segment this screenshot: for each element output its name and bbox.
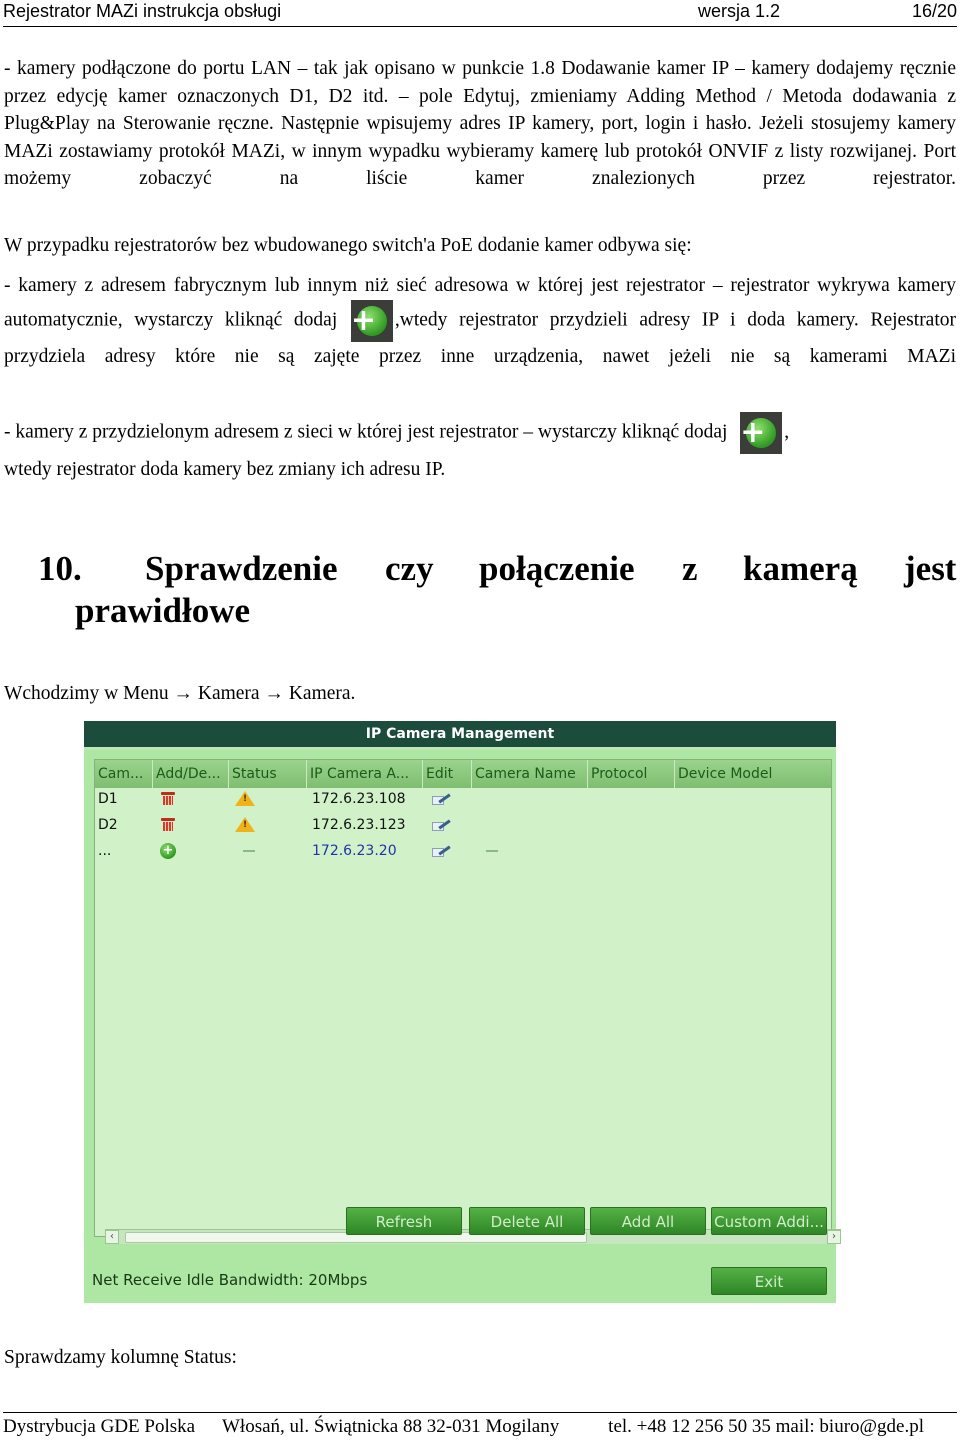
camera-table [94,759,836,1242]
status-none-dash [243,850,255,852]
section-heading [38,548,956,632]
add-plus-icon [740,412,782,454]
ip-address: 172.6.23.108 [312,791,406,807]
heading-word: czy [385,549,434,588]
add-plus-icon [351,300,393,342]
edit-icon[interactable] [432,819,450,831]
table-row[interactable] [95,838,831,864]
custom-add-button[interactable]: Custom Addi... [711,1207,827,1235]
heading-line2: prawidłowe [75,591,250,630]
page-footer [3,1412,957,1441]
scroll-left-icon[interactable]: ‹ [105,1230,119,1244]
column-header[interactable]: Protocol [588,760,675,788]
column-header[interactable]: Cam... [95,760,153,788]
camera-name-dash [486,850,498,852]
cam-id: ... [98,843,112,859]
scroll-right-icon[interactable]: › [827,1230,841,1244]
exit-button[interactable]: Exit [711,1267,827,1295]
paragraph-auto-detect [4,271,956,371]
bandwidth-label: Net Receive Idle Bandwidth: 20Mbps [92,1271,368,1289]
column-header[interactable]: IP Camera A... [307,760,423,788]
edit-icon[interactable] [432,793,450,805]
delete-all-button[interactable]: Delete All [469,1207,585,1235]
heading-word: kamerą [743,549,858,588]
ip-address: 172.6.23.123 [312,817,406,833]
column-header[interactable]: Camera Name [472,760,588,788]
doc-version: wersja 1.2 [698,1,781,21]
paragraph-assigned-end: wtedy rejestrator doda kamery bez zmiany ich adresu IP. [4,459,446,480]
paragraph-lan-cameras: - kamery podłączone do portu LAN – tak jak opisano w punkcie 1.8 Dodawanie kamer IP – kamery dodajemy ręcznie przez edycję kamer oznaczonych D1, D2 itd. – pole Edytuj, zmieniamy Adding Method / Metoda dodawania z Plug&Play na Sterowanie ręczne. Następnie wpisujemy adres IP kamery, port, login i hasło. Jeżeli stosujemy kamery MAZi zostawiamy protokół MAZi, w innym wypadku wybieramy kamerę lub protokół ONVIF z listy rozwijanej. Port możemy zobaczyć na liście kamer znalezionych przez rejestrator. [4,58,956,189]
title-divider [84,747,836,750]
column-header[interactable]: Device Model [678,766,773,782]
paragraph-assigned-address [4,412,956,454]
paragraph-assigned-comma: , [784,421,790,443]
heading-word: z [682,549,698,588]
table-header [95,760,831,788]
table-row[interactable] [95,786,831,812]
add-icon[interactable]: + [160,843,176,859]
heading-word: jest [904,549,957,588]
ip-address: 172.6.23.20 [312,843,397,859]
doc-title: Rejestrator MAZi instrukcja obsługi [3,1,282,21]
paragraph-assigned-text: - kamery z przydzielonym adresem z sieci w której jest rejestrator – wystarczy kliknąć dodaj [4,421,728,443]
column-header[interactable]: Status [229,760,307,788]
paragraph-no-poe: W przypadku rejestratorów bez wbudowanego switch'a PoE dodanie kamer odbywa się: [4,235,692,256]
column-header[interactable]: Add/De... [153,760,229,788]
paragraph-menu-path: Wchodzimy w Menu → Kamera → Kamera. [4,683,356,704]
heading-number: 10. [38,549,82,588]
warning-icon [235,791,255,806]
ip-camera-management-dialog [84,721,836,1303]
paragraph-check-status: Sprawdzamy kolumnę Status: [4,1347,237,1368]
cam-id: D2 [98,817,118,833]
warning-icon [235,817,255,832]
page-number: 16/20 [911,1,957,21]
column-header[interactable]: Edit [423,760,472,788]
footer-contact: tel. +48 12 256 50 35 mail: biuro@gde.pl [608,1416,924,1437]
footer-address: Włosań, ul. Świątnicka 88 32-031 Mogilany [222,1416,560,1437]
paragraph-auto-detect-text: - kamery z adresem fabrycznym lub innym niż sieć adresowa w której jest rejestrator – rejestrator wykrywa kamery automatycznie, wystarczy kliknąć dodaj [4,275,956,331]
refresh-button[interactable]: Refresh [346,1207,462,1235]
table-row[interactable] [95,812,831,838]
footer-company: Dystrybucja GDE Polska [3,1416,196,1437]
page-header [3,0,957,27]
heading-word: Sprawdzenie [145,549,338,588]
edit-icon[interactable] [432,845,450,857]
delete-icon[interactable] [161,818,175,831]
cam-id: D1 [98,791,118,807]
add-all-button[interactable]: Add All [590,1207,706,1235]
paragraph-auto-detect-text2: ,wtedy rejestrator przydzieli adresy IP i doda kamery. Rejestrator przydziela adresy które nie są zajęte przez inne urządzenia, nawet jeżeli nie są kamerami MAZi [4,309,957,367]
dialog-title: IP Camera Management [84,721,836,747]
heading-word: połączenie [479,549,635,588]
delete-icon[interactable] [161,792,175,805]
